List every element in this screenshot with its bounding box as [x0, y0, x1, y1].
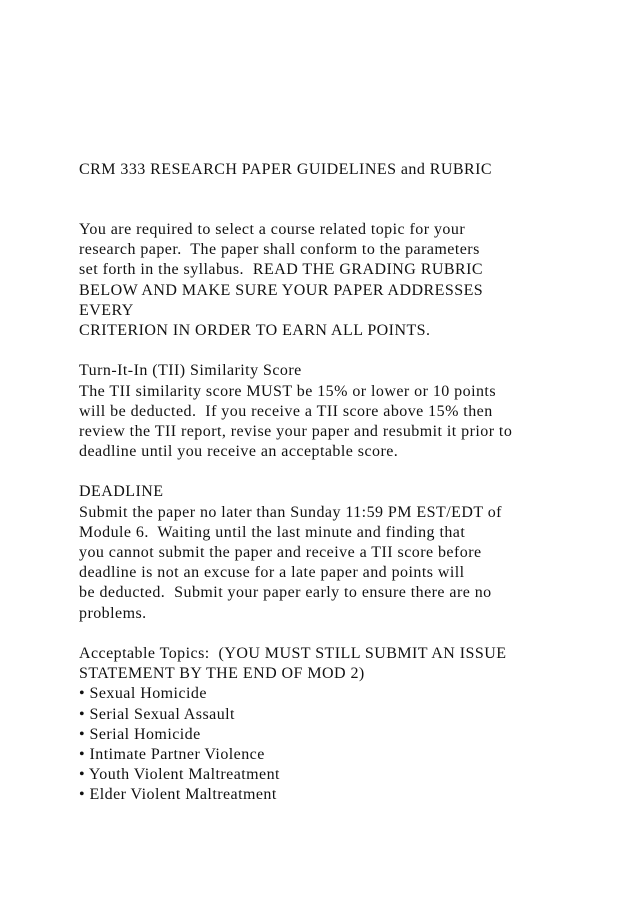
topic-list-item: • Sexual Homicide: [79, 685, 207, 703]
topics-section: [79, 644, 631, 806]
deadline-line: problems.: [79, 604, 147, 622]
document-title: CRM 333 RESEARCH PAPER GUIDELINES and RUBRIC: [79, 161, 493, 178]
deadline-section: [79, 482, 631, 623]
topic-list-item: • Elder Violent Maltreatment: [79, 786, 277, 804]
deadline-line: you cannot submit the paper and receive a TII score before: [79, 544, 482, 561]
tii-section: [79, 361, 631, 462]
topics-heading: Acceptable Topics: (YOU MUST STILL SUBMIT AN ISSUE: [79, 644, 507, 662]
topic-list-item: • Serial Homicide: [79, 725, 201, 743]
deadline-line: deadline is not an excuse for a late paper and points will: [79, 564, 465, 582]
paragraph-gap: [79, 462, 631, 482]
deadline-heading: DEADLINE: [79, 483, 164, 501]
paragraph-gap: [79, 624, 631, 644]
intro-line: You are required to select a course related topic for your: [79, 221, 466, 238]
deadline-line: Submit the paper no later than Sunday 11:59 PM EST/EDT of: [79, 503, 502, 521]
document-body: [79, 220, 631, 805]
tii-heading: Turn-It-In (TII) Similarity Score: [79, 362, 302, 380]
deadline-line: Module 6. Waiting until the last minute and finding that: [79, 523, 466, 541]
intro-line: research paper. The paper shall conform to the parameters: [79, 241, 480, 259]
tii-line: review the TII report, revise your paper and resubmit it prior to: [79, 422, 513, 440]
deadline-line: be deducted. Submit your paper early to ensure there are no: [79, 584, 492, 602]
tii-line: The TII similarity score MUST be 15% or lower or 10 points: [79, 382, 496, 400]
topic-list-item: • Intimate Partner Violence: [79, 745, 265, 763]
intro-line: CRITERION IN ORDER TO EARN ALL POINTS.: [79, 321, 431, 339]
tii-line: will be deducted. If you receive a TII score above 15% then: [79, 402, 493, 420]
intro-line: BELOW AND MAKE SURE YOUR PAPER ADDRESSES: [79, 281, 484, 299]
tii-line: deadline until you receive an acceptable score.: [79, 443, 399, 461]
intro-line: EVERY: [79, 301, 134, 319]
topic-list-item: • Youth Violent Maltreatment: [79, 766, 280, 784]
topic-list-item: • Serial Sexual Assault: [79, 705, 235, 723]
intro-line: set forth in the syllabus. READ THE GRADING RUBRIC: [79, 261, 483, 279]
intro-paragraph: [79, 220, 631, 341]
paragraph-gap: [79, 341, 631, 361]
topics-heading: STATEMENT BY THE END OF MOD 2): [79, 665, 365, 683]
